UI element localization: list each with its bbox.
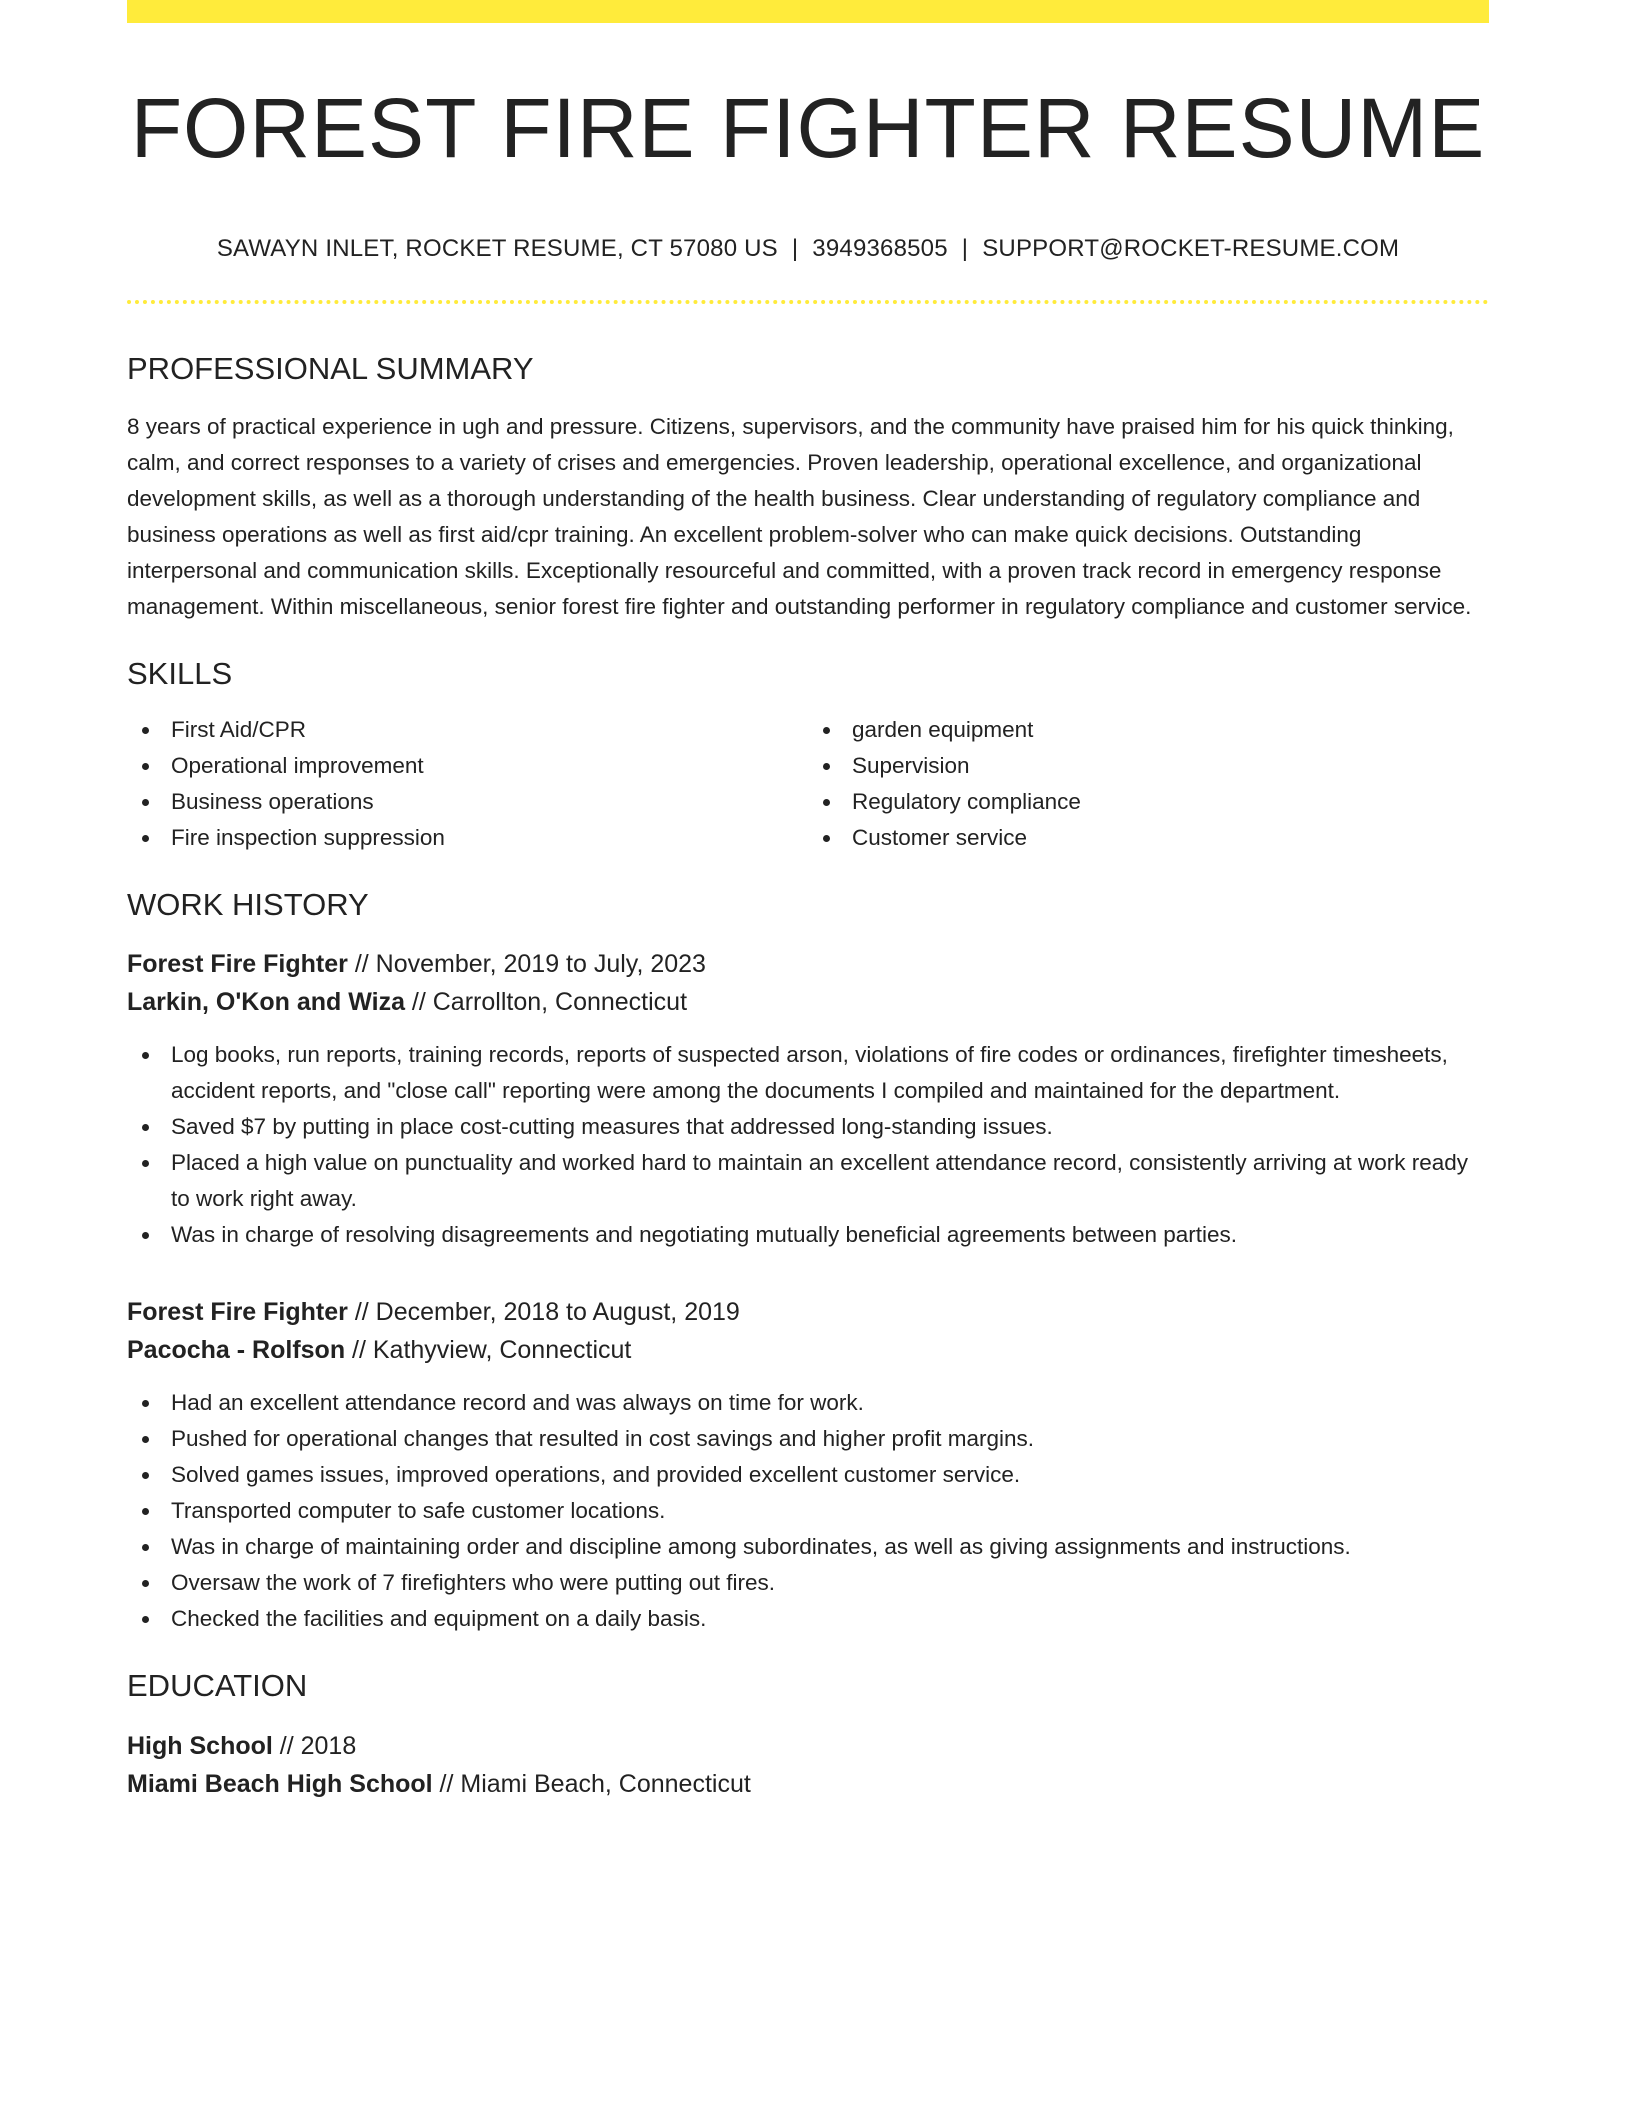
work-history-section [127, 886, 1489, 1637]
skill-item [127, 820, 808, 856]
skill-label: First Aid/CPR [171, 717, 307, 743]
skill-item [808, 748, 1489, 784]
skill-label: Business operations [171, 789, 374, 815]
bullet-icon [142, 763, 149, 770]
job-company: Pacocha - Rolfson [127, 1336, 346, 1365]
bullet-text: Pushed for operational changes that resulted in cost savings and higher profit margins. [171, 1426, 1035, 1452]
skill-label: Fire inspection suppression [171, 825, 445, 851]
job-entry [127, 1293, 1489, 1637]
top-accent-bar [127, 0, 1489, 23]
list-item [127, 1457, 1489, 1493]
job-dates: // November, 2019 to July, 2023 [347, 950, 706, 979]
bullet-text: Placed a high value on punctuality and worked hard to maintain an excellent attendance record, consistently arriving at work ready to work right away. [171, 1150, 1469, 1212]
bullet-text: Was in charge of maintaining order and discipline among subordinates, as well as giving assignments and instructions. [171, 1534, 1351, 1560]
bullet-text: Was in charge of resolving disagreements and negotiating mutually beneficial agreements between parties. [171, 1222, 1238, 1248]
contact-separator: | [791, 235, 799, 262]
skill-label: Customer service [852, 825, 1028, 851]
job-title-line [127, 1293, 1489, 1331]
skill-label: garden equipment [852, 717, 1034, 743]
bullet-icon [142, 1052, 149, 1059]
bullet-text: Had an excellent attendance record and was always on time for work. [171, 1390, 864, 1416]
bullet-text: Saved $7 by putting in place cost-cutting measures that addressed long-standing issues. [171, 1114, 1053, 1140]
job-dates: // December, 2018 to August, 2019 [347, 1298, 740, 1327]
skill-item [127, 712, 808, 748]
bullet-icon [142, 1580, 149, 1587]
bullet-icon [823, 835, 830, 842]
contact-email: SUPPORT@ROCKET-RESUME.COM [982, 235, 1400, 262]
skill-item [808, 784, 1489, 820]
list-item [127, 1565, 1489, 1601]
education-heading: EDUCATION [127, 1668, 308, 1704]
bullet-icon [142, 835, 149, 842]
bullet-text: Solved games issues, improved operations, and provided excellent customer service. [171, 1462, 1021, 1488]
list-item [127, 1037, 1489, 1109]
list-item [127, 1109, 1489, 1145]
bullet-icon [142, 1472, 149, 1479]
education-degree-line [127, 1727, 1489, 1765]
bullet-icon [142, 727, 149, 734]
education-school-line [127, 1765, 1489, 1803]
bullet-icon [142, 799, 149, 806]
job-location: // Carrollton, Connecticut [404, 988, 688, 1017]
bullet-icon [142, 1544, 149, 1551]
resume-title: FOREST FIRE FIGHTER RESUME [130, 81, 1486, 175]
dotted-divider [127, 300, 1489, 304]
education-school: Miami Beach High School [127, 1769, 433, 1798]
skill-item [127, 784, 808, 820]
education-year: // 2018 [272, 1731, 357, 1760]
job-entry [127, 945, 1489, 1253]
bullet-icon [142, 1400, 149, 1407]
education-degree: High School [127, 1731, 273, 1760]
skills-list [127, 712, 1489, 856]
job-company-line [127, 1331, 1489, 1369]
skill-item [808, 712, 1489, 748]
skills-heading: SKILLS [127, 655, 233, 691]
bullet-icon [142, 1616, 149, 1623]
bullet-icon [142, 1124, 149, 1131]
contact-phone: 3949368505 [812, 235, 948, 262]
bullet-icon [823, 727, 830, 734]
bullet-text: Checked the facilities and equipment on a daily basis. [171, 1606, 707, 1632]
bullet-icon [823, 763, 830, 770]
contact-line [127, 235, 1489, 264]
list-item [127, 1493, 1489, 1529]
skill-label: Supervision [852, 753, 970, 779]
skills-section [127, 655, 1489, 856]
bullet-icon [823, 799, 830, 806]
skill-label: Regulatory compliance [852, 789, 1081, 815]
list-item [127, 1601, 1489, 1637]
job-title-line [127, 945, 1489, 983]
list-item [127, 1385, 1489, 1421]
summary-heading: PROFESSIONAL SUMMARY [127, 350, 534, 386]
bullet-text: Log books, run reports, training records, reports of suspected arson, violations of fire codes or ordinances, firefighter timesheets, accident reports, and "close call" reporting were among the documents I compiled and maintained for the department. [171, 1042, 1448, 1104]
job-bullets [127, 1037, 1489, 1253]
education-location: // Miami Beach, Connecticut [432, 1769, 751, 1798]
skill-label: Operational improvement [171, 753, 424, 779]
bullet-icon [142, 1508, 149, 1515]
bullet-icon [142, 1436, 149, 1443]
resume-page [127, 0, 1489, 1803]
list-item [127, 1421, 1489, 1457]
job-company: Larkin, O'Kon and Wiza [127, 988, 405, 1017]
education-entry [127, 1727, 1489, 1803]
summary-text: 8 years of practical experience in ugh and pressure. Citizens, supervisors, and the community have praised him for his quick thinking, calm, and correct responses to a variety of crises and emergencies. Proven leadership, operational excellence, and organizational development skills, as well as a thorough understanding of the health business. Clear understanding of regulatory compliance and business operations as well as first aid/cpr training. An excellent problem-solver who can make quick decisions. Outstanding interpersonal and communication skills. Exceptionally resourceful and committed, with a proven track record in emergency response management. Within miscellaneous, senior forest fire fighter and outstanding performer in regulatory compliance and customer service. [127, 413, 1472, 619]
job-title: Forest Fire Fighter [127, 950, 348, 979]
list-item [127, 1145, 1489, 1217]
bullet-text: Transported computer to safe customer locations. [171, 1498, 666, 1524]
list-item [127, 1217, 1489, 1253]
bullet-text: Oversaw the work of 7 firefighters who were putting out fires. [171, 1570, 776, 1596]
education-section [127, 1667, 1489, 1802]
job-location: // Kathyview, Connecticut [345, 1336, 632, 1365]
skill-item [127, 748, 808, 784]
bullet-icon [142, 1232, 149, 1239]
job-company-line [127, 983, 1489, 1021]
bullet-icon [142, 1160, 149, 1167]
work-history-heading: WORK HISTORY [127, 887, 369, 923]
list-item [127, 1529, 1489, 1565]
job-title: Forest Fire Fighter [127, 1298, 348, 1327]
summary-section [127, 350, 1489, 625]
contact-address: SAWAYN INLET, ROCKET RESUME, CT 57080 US [216, 235, 778, 262]
skill-item [808, 820, 1489, 856]
contact-separator: | [961, 235, 969, 262]
job-bullets [127, 1385, 1489, 1637]
